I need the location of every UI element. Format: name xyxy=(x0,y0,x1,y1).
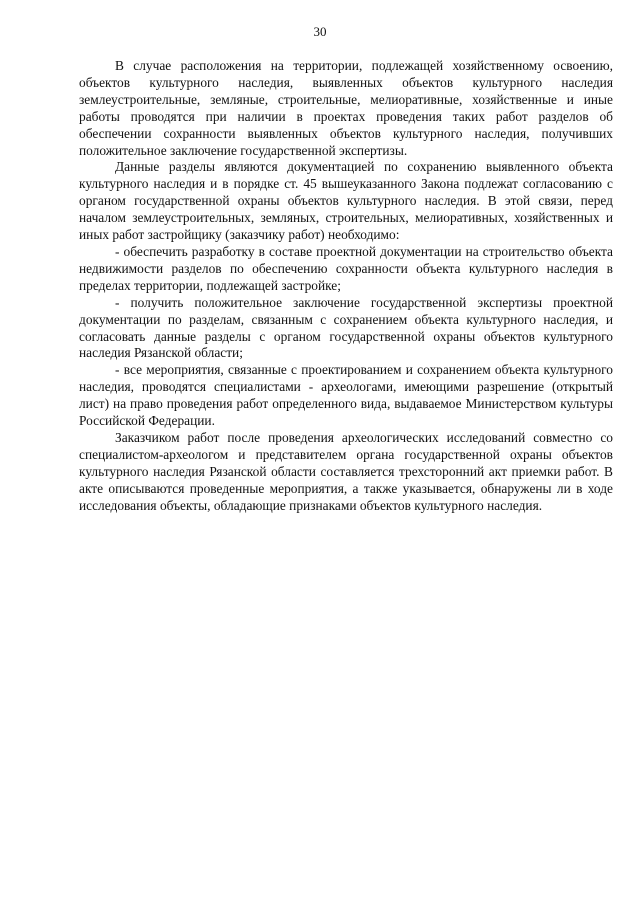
list-item-ensure-development: - обеспечить разработку в составе проектной документации на строительство объекта недвижимости разделов по обеспечению сохранности объекта культурного наследия в пределах территории, подлежащей застройке; xyxy=(79,243,613,293)
paragraph-acceptance-act: Заказчиком работ после проведения археологических исследований совместно со специалистом-археологом и представителем органа государственной охраны объектов культурного наследия Рязанской области составляется трехсторонний акт приемки работ. В акте описываются проведенные мероприятия, а также указывается, обнаружены ли в ходе исследования объекты, обладающие признаками объектов культурного наследия. xyxy=(79,429,613,513)
page-number: 30 xyxy=(313,24,327,39)
paragraph-documentation-approval: Данные разделы являются документацией по сохранению выявленного объекта культурного наследия и в порядке ст. 45 вышеуказанного Закона подлежат согласованию с органом государственной охраны объектов культурного наследия. В этой связи, перед началом землеустроительных, земляных, строительных, мелиоративных, хозяйственных и иных работ застройщику (заказчику работ) необходимо: xyxy=(79,159,613,243)
list-item-specialists-archaeologists: - все мероприятия, связанные с проектированием и сохранением объекта культурного наследия, проводятся специалистами - археологами, имеющими разрешение (открытый лист) на право проведения работ определенного вида, выдаваемое Министерством культуры Российской Федерации. xyxy=(79,362,613,429)
document-body xyxy=(79,58,613,514)
list-item-obtain-conclusion: - получить положительное заключение государственной экспертизы проектной документации по разделам, связанным с сохранением объекта культурного наследия, и согласовать данные разделы с органом государственной охраны объектов культурного наследия Рязанской области; xyxy=(79,294,613,361)
paragraph-territory-development: В случае расположения на территории, подлежащей хозяйственному освоению, объектов культурного наследия, выявленных объектов культурного наследия землеустроительные, земляные, строительные, мелиоративные, хозяйственные и иные работы проводятся при наличии в проектах проведения таких работ разделов об обеспечении сохранности выявленных объектов культурного наследия, получивших положительное заключение государственной экспертизы. xyxy=(79,58,613,158)
